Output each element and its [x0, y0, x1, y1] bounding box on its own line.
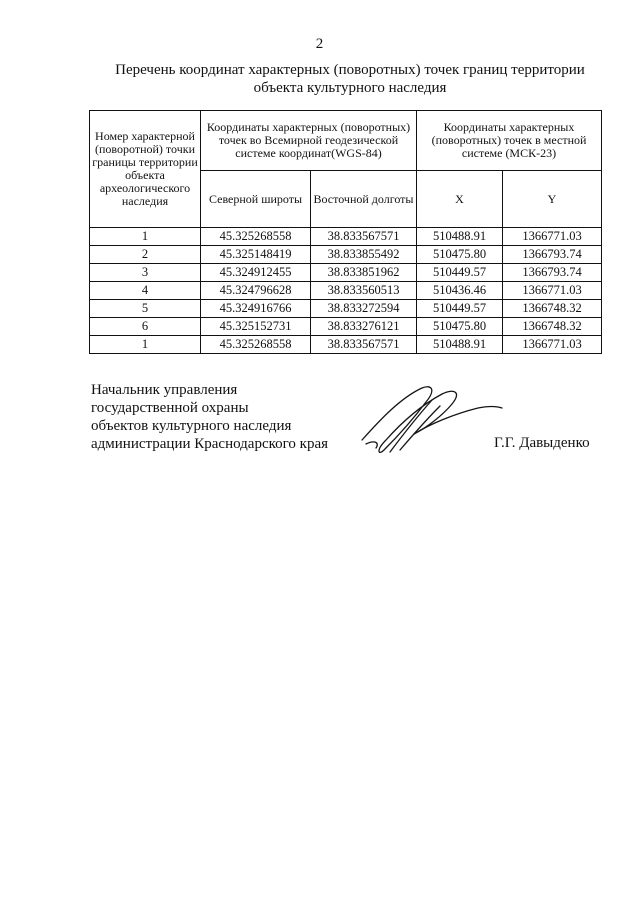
table-row [90, 264, 602, 282]
x-cell: 510488.91 [417, 228, 503, 246]
latitude-cell: 45.325148419 [201, 246, 311, 264]
longitude-cell: 38.833272594 [311, 300, 417, 318]
header-y: Y [503, 171, 602, 228]
point-number: 1 [90, 228, 201, 246]
x-cell: 510475.80 [417, 318, 503, 336]
position-line-3: объектов культурного наследия [91, 418, 292, 434]
y-cell: 1366748.32 [503, 300, 602, 318]
header-point-number: Номер характерной (поворотной) точки границы территории объекта археологического наследия [90, 111, 201, 228]
coordinates-table [89, 110, 602, 354]
position-line-2: государственной охраны [91, 400, 249, 416]
position-line-4: администрации Краснодарского края [91, 436, 329, 452]
table-row [90, 282, 602, 300]
y-cell: 1366793.74 [503, 246, 602, 264]
latitude-cell: 45.325268558 [201, 228, 311, 246]
signatory-name: Г.Г. Давыденко [494, 435, 590, 451]
signatory-position [91, 381, 328, 453]
point-number: 1 [90, 336, 201, 354]
point-number: 6 [90, 318, 201, 336]
latitude-cell: 45.325268558 [201, 336, 311, 354]
table-row [90, 336, 602, 354]
point-number: 4 [90, 282, 201, 300]
header-x: X [417, 171, 503, 228]
header-msk23: Координаты характерных (поворотных) точек в местной системе (МСК-23) [417, 111, 602, 171]
longitude-cell: 38.833855492 [311, 246, 417, 264]
y-cell: 1366771.03 [503, 282, 602, 300]
latitude-cell: 45.325152731 [201, 318, 311, 336]
header-longitude: Восточной долготы [311, 171, 417, 228]
longitude-cell: 38.833276121 [311, 318, 417, 336]
y-cell: 1366793.74 [503, 264, 602, 282]
latitude-cell: 45.324916766 [201, 300, 311, 318]
document-title [60, 61, 639, 97]
x-cell: 510475.80 [417, 246, 503, 264]
y-cell: 1366771.03 [503, 228, 602, 246]
x-cell: 510436.46 [417, 282, 503, 300]
table-row [90, 228, 602, 246]
longitude-cell: 38.833851962 [311, 264, 417, 282]
header-latitude: Северной широты [201, 171, 311, 228]
longitude-cell: 38.833560513 [311, 282, 417, 300]
page-number: 2 [315, 36, 324, 52]
x-cell: 510449.57 [417, 300, 503, 318]
table-row [90, 300, 602, 318]
handwritten-signature [356, 378, 506, 460]
header-wgs84: Координаты характерных (поворотных) точек во Всемирной геодезической системе координат(WGS-84) [201, 111, 417, 171]
point-number: 5 [90, 300, 201, 318]
table-row [90, 318, 602, 336]
position-line-1: Начальник управления [91, 382, 238, 398]
point-number: 3 [90, 264, 201, 282]
x-cell: 510488.91 [417, 336, 503, 354]
table-row [90, 246, 602, 264]
x-cell: 510449.57 [417, 264, 503, 282]
title-line-2: объекта культурного наследия [253, 80, 447, 96]
y-cell: 1366771.03 [503, 336, 602, 354]
point-number: 2 [90, 246, 201, 264]
y-cell: 1366748.32 [503, 318, 602, 336]
title-line-1: Перечень координат характерных (поворотных) точек границ территории [115, 62, 585, 78]
latitude-cell: 45.324796628 [201, 282, 311, 300]
latitude-cell: 45.324912455 [201, 264, 311, 282]
longitude-cell: 38.833567571 [311, 228, 417, 246]
longitude-cell: 38.833567571 [311, 336, 417, 354]
